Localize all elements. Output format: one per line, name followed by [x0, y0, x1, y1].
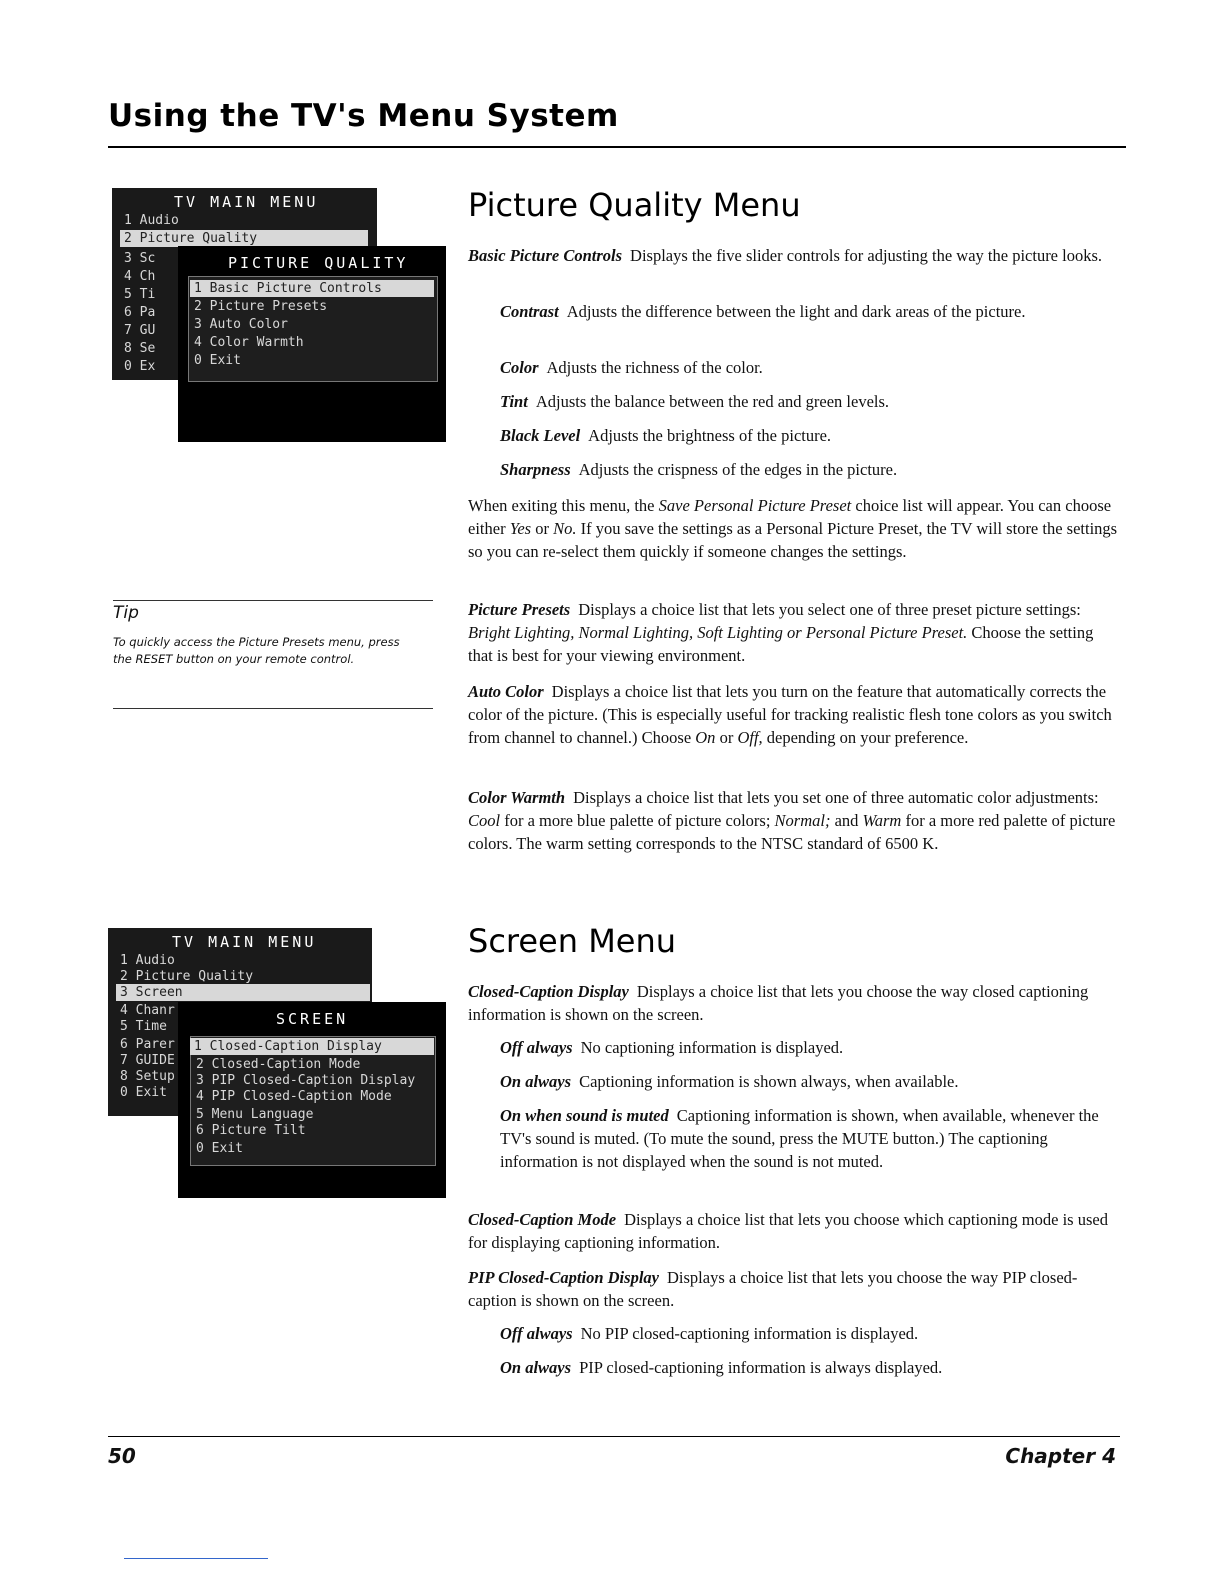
color-paragraph: [500, 356, 1120, 379]
text-italic: Yes: [509, 519, 532, 538]
submenu-item: 6 Picture Tilt: [196, 1123, 306, 1138]
term: Color Warmth: [468, 788, 566, 807]
text: or: [535, 519, 549, 538]
text-italic: Bright Lighting, Normal Lighting, Soft Lighting or Personal Picture Preset.: [468, 623, 968, 642]
term: Color: [500, 358, 539, 377]
main-menu-item: 0 Exit: [120, 1085, 167, 1100]
main-menu-item: 4 Ch: [124, 269, 156, 284]
main-menu-item: 6 Parer: [120, 1037, 175, 1052]
main-menu-item: 7 GUIDE: [120, 1053, 175, 1068]
term: Sharpness: [500, 460, 571, 479]
submenu-item: 0 Exit: [196, 1141, 243, 1156]
submenu-item: 3 Auto Color: [194, 317, 288, 332]
main-menu-title: TV MAIN MENU: [174, 193, 319, 211]
chapter-label: Chapter 4: [1005, 1444, 1116, 1468]
description: No PIP closed-captioning information is displayed.: [580, 1324, 919, 1343]
submenu-item: 5 Menu Language: [196, 1107, 314, 1122]
text: Choose the setting that is best for your viewing environment.: [468, 623, 1094, 665]
description: PIP closed-captioning information is always displayed.: [579, 1358, 943, 1377]
picture-quality-menu-screenshot: [112, 188, 446, 442]
submenu-item: 2 Picture Presets: [194, 299, 328, 314]
description: Adjusts the difference between the light and dark areas of the picture.: [566, 302, 1026, 321]
description: Displays the five slider controls for adjusting the way the picture looks.: [630, 246, 1103, 265]
description: Adjusts the crispness of the edges in the picture.: [578, 460, 898, 479]
text: and: [834, 811, 859, 830]
submenu-panel: [178, 246, 446, 442]
description: Adjusts the brightness of the picture.: [588, 426, 832, 445]
term: Closed-Caption Mode: [468, 1210, 617, 1229]
page-number: 50: [108, 1444, 136, 1468]
basic-picture-controls-paragraph: [468, 244, 1120, 267]
off-always-paragraph: [500, 1036, 1120, 1059]
page-header-title: Using the TV's Menu System: [108, 98, 619, 134]
text: If you save the settings as a Personal Picture Preset, the TV will store the settings so you can re-select them quickly if someone changes the settings.: [468, 519, 1118, 561]
text: choice list will appear. You can choose either: [468, 496, 1112, 538]
text-italic: Save Personal Picture Preset: [658, 496, 852, 515]
text: Displays a choice list that lets you select one of three preset picture settings:: [578, 600, 1081, 619]
term: Black Level: [500, 426, 581, 445]
text-italic: On: [695, 728, 716, 747]
sharpness-paragraph: [500, 458, 1120, 481]
submenu-item-selected: 1 Basic Picture Controls: [190, 280, 434, 297]
main-menu-item: 0 Ex: [124, 359, 156, 374]
main-menu-item: 8 Se: [124, 341, 156, 356]
tip-top-rule: [113, 600, 433, 601]
main-menu-item: 4 Chanr: [120, 1003, 175, 1018]
submenu-title: SCREEN: [276, 1010, 349, 1028]
description: Captioning information is shown always, when available.: [579, 1072, 959, 1091]
black-level-paragraph: [500, 424, 1120, 447]
pip-closed-caption-display-paragraph: [468, 1266, 1120, 1312]
exit-menu-paragraph: [468, 494, 1120, 563]
text: for a more blue palette of picture colors;: [504, 811, 771, 830]
description: Displays a choice list that lets you choose which captioning mode is used for displaying captioning information.: [468, 1210, 1108, 1252]
term: Contrast: [500, 302, 559, 321]
main-menu-item: 3 Sc: [124, 251, 156, 266]
submenu-item: 4 Color Warmth: [194, 335, 304, 350]
description: Captioning information is shown, when available, whenever the TV's sound is muted. (To mute the sound, press the MUTE button.) The captioning information is not displayed when the sound is not muted.: [500, 1106, 1099, 1171]
description: Adjusts the balance between the red and green levels.: [535, 392, 890, 411]
term: On when sound is muted: [500, 1106, 669, 1125]
term: Auto Color: [468, 682, 544, 701]
description: Displays a choice list that lets you choose the way PIP closed-caption is shown on the screen.: [468, 1268, 1078, 1310]
main-menu-title: TV MAIN MENU: [172, 933, 317, 951]
term: Closed-Caption Display: [468, 982, 629, 1001]
main-menu-item-selected: 2 Picture Quality: [120, 230, 368, 247]
term: PIP Closed-Caption Display: [468, 1268, 659, 1287]
bottom-link-line: [124, 1558, 268, 1559]
tip-text: To quickly access the Picture Presets menu, press the RESET button on your remote control.: [113, 635, 400, 666]
submenu-title: PICTURE QUALITY: [228, 254, 409, 272]
text-italic: Warm: [862, 811, 902, 830]
term: On always: [500, 1072, 572, 1091]
picture-presets-paragraph: [468, 598, 1120, 667]
text: Displays a choice list that lets you turn on the feature that automatically corrects the color of the picture. (This is especially useful for tracking realistic flesh tone colors as you switch from channel to channel.) Choose: [468, 682, 1112, 747]
closed-caption-mode-paragraph: [468, 1208, 1120, 1254]
color-warmth-paragraph: [468, 786, 1120, 855]
term: Picture Presets: [468, 600, 571, 619]
text-italic: Normal;: [774, 811, 831, 830]
main-menu-item: 2 Picture Quality: [120, 969, 254, 984]
pip-off-always-paragraph: [500, 1322, 1120, 1345]
main-menu-item: 7 GU: [124, 323, 156, 338]
tip-label: Tip: [113, 603, 139, 623]
text: or: [719, 728, 734, 747]
term: Off always: [500, 1324, 573, 1343]
pip-on-always-paragraph: [500, 1356, 1120, 1379]
submenu-panel: [178, 1002, 446, 1198]
auto-color-paragraph: [468, 680, 1120, 749]
contrast-paragraph: [500, 300, 1120, 323]
term: Tint: [500, 392, 528, 411]
text: Displays a choice list that lets you set one of three automatic color adjustments:: [573, 788, 1099, 807]
main-menu-item: 8 Setup: [120, 1069, 175, 1084]
submenu-item: 4 PIP Closed-Caption Mode: [196, 1089, 392, 1104]
main-menu-item: 1 Audio: [120, 953, 175, 968]
footer-rule: [108, 1436, 1120, 1437]
text: for a more red palette of picture colors. The warm setting corresponds to the NTSC standard of 6500 K.: [468, 811, 1116, 853]
text-italic: Off,: [737, 728, 763, 747]
term: On always: [500, 1358, 572, 1377]
text-italic: No.: [553, 519, 577, 538]
submenu-item-selected: 1 Closed-Caption Display: [190, 1038, 434, 1055]
submenu-item: 0 Exit: [194, 353, 241, 368]
closed-caption-display-paragraph: [468, 980, 1120, 1026]
main-menu-item: 1 Audio: [124, 213, 179, 228]
main-menu-item: 6 Pa: [124, 305, 156, 320]
main-menu-item: 5 Time: [120, 1019, 167, 1034]
screen-menu-screenshot: [108, 928, 446, 1198]
description: Displays a choice list that lets you choose the way closed captioning information is shown on the screen.: [468, 982, 1089, 1024]
term: Basic Picture Controls: [468, 246, 623, 265]
screen-menu-heading: Screen Menu: [468, 922, 677, 960]
submenu-item: 3 PIP Closed-Caption Display: [196, 1073, 416, 1088]
header-rule: [108, 146, 1126, 148]
picture-quality-heading: Picture Quality Menu: [468, 186, 801, 224]
tint-paragraph: [500, 390, 1120, 413]
on-when-muted-paragraph: [500, 1104, 1120, 1173]
term: Off always: [500, 1038, 573, 1057]
text-italic: Cool: [468, 811, 501, 830]
submenu-item: 2 Closed-Caption Mode: [196, 1057, 361, 1072]
on-always-paragraph: [500, 1070, 1120, 1093]
main-menu-item-selected: 3 Screen: [116, 984, 370, 1001]
text: When exiting this menu, the: [468, 496, 655, 515]
description: No captioning information is displayed.: [580, 1038, 844, 1057]
tip-bottom-rule: [113, 708, 433, 709]
description: Adjusts the richness of the color.: [546, 358, 763, 377]
text: depending on your preference.: [766, 728, 969, 747]
main-menu-item: 5 Ti: [124, 287, 156, 302]
